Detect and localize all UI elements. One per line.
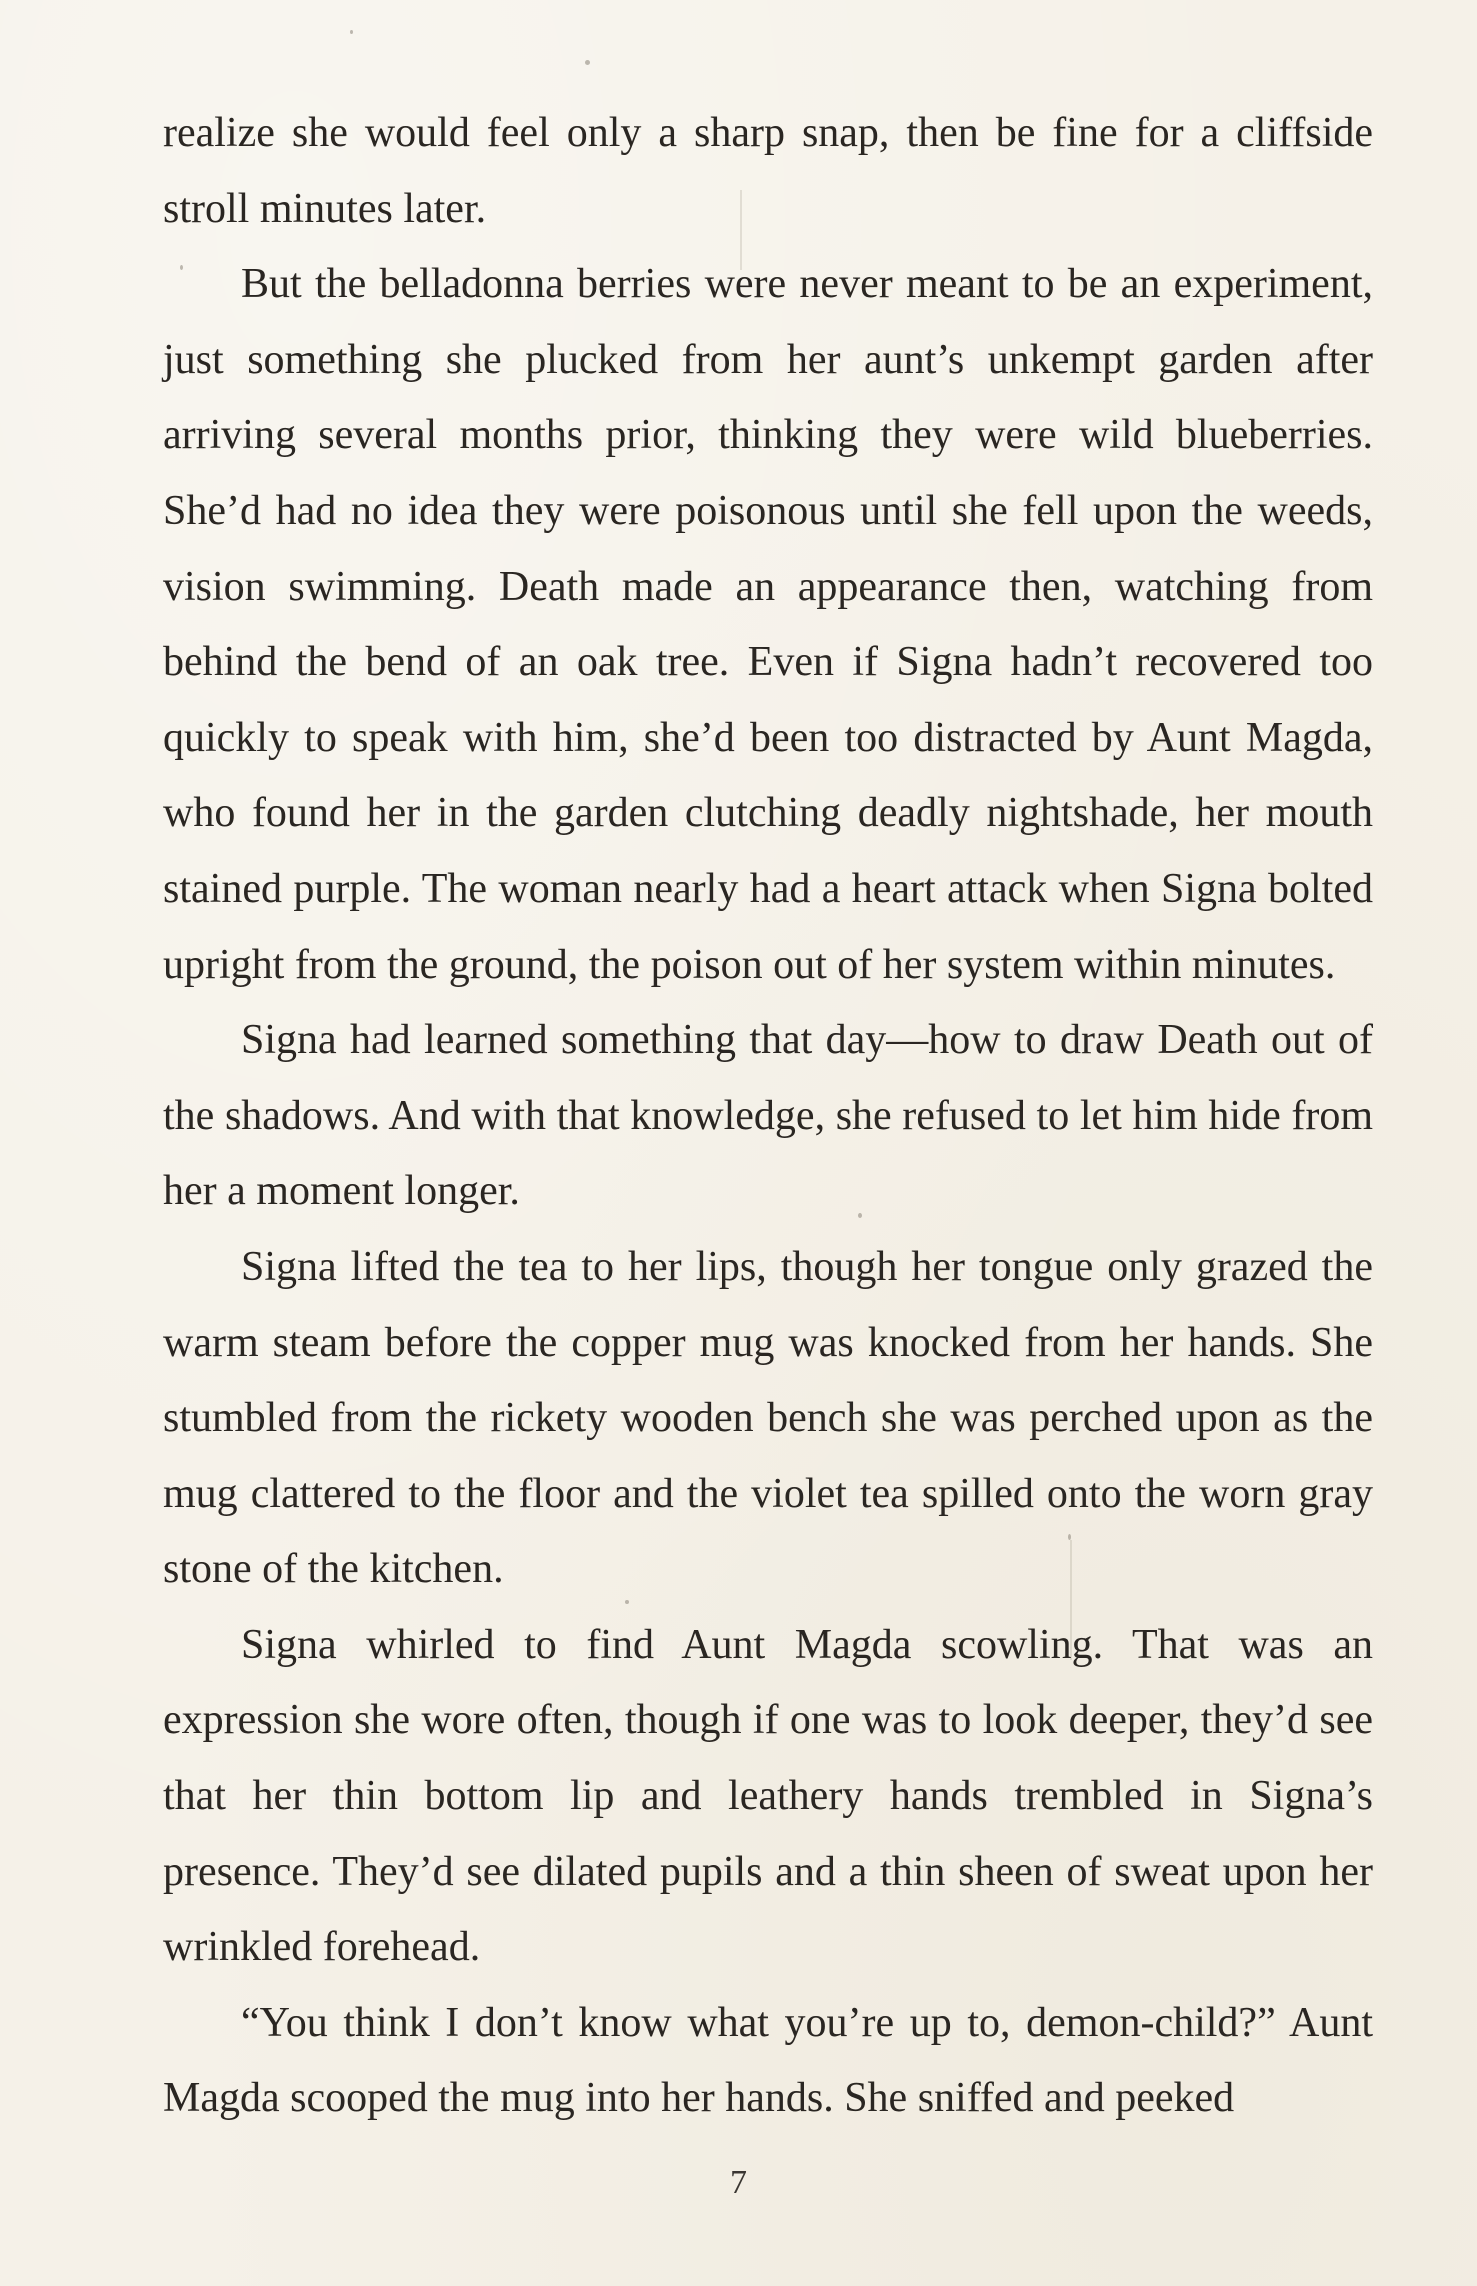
paragraph-2: But the belladonna berries were never meant to be an experiment, just something she plucked from her aunt’s unkempt garden after arriving several months prior, thinking they were wild blueberries. She’d had no idea they were poisonous until she fell upon the weeds, vision swimming. Death made an appearance then, watching from behind the bend of an oak tree. Even if Signa hadn’t recovered too quickly to speak with him, she’d been too distracted by Aunt Magda, who found her in the garden clutching deadly nightshade, her mouth stained purple. The woman nearly had a heart attack when Signa bolted upright from the ground, the poison out of her system within minutes. — [163, 261, 1373, 988]
body-text — [163, 96, 1373, 2137]
paper-speck — [625, 1600, 629, 1604]
paragraph-5: Signa whirled to find Aunt Magda scowling. That was an expression she wore often, though if one was to look deeper, they’d see that her thin bottom lip and leathery hands trembled in Signa’s presence. They’d see dilated pupils and a thin sheen of sweat upon her wrinkled forehead. — [163, 1621, 1373, 1971]
paper-speck — [350, 30, 353, 34]
paper-speck — [585, 60, 590, 65]
paragraph-6: “You think I don’t know what you’re up to, demon-child?” Aunt Magda scooped the mug into her hands. She sniffed and peeked — [163, 1999, 1373, 2122]
paper-crease — [740, 190, 742, 270]
paper-speck — [180, 265, 183, 270]
paragraph-4: Signa lifted the tea to her lips, though her tongue only grazed the warm steam before the copper mug was knocked from her hands. She stumbled from the rickety wooden bench she was perched upon as the mug clattered to the floor and the violet tea spilled onto the worn gray stone of the kitchen. — [163, 1243, 1373, 1593]
page-number: 7 — [730, 2164, 747, 2201]
paper-speck — [858, 1213, 862, 1218]
paper-crease — [1070, 1540, 1072, 1660]
paragraph-1: realize she would feel only a sharp snap, then be fine for a cliffside stroll minutes later. — [163, 110, 1373, 232]
paragraph-3: Signa had learned something that day—how to draw Death out of the shadows. And with that knowledge, she refused to let him hide from her a moment longer. — [163, 1017, 1373, 1215]
